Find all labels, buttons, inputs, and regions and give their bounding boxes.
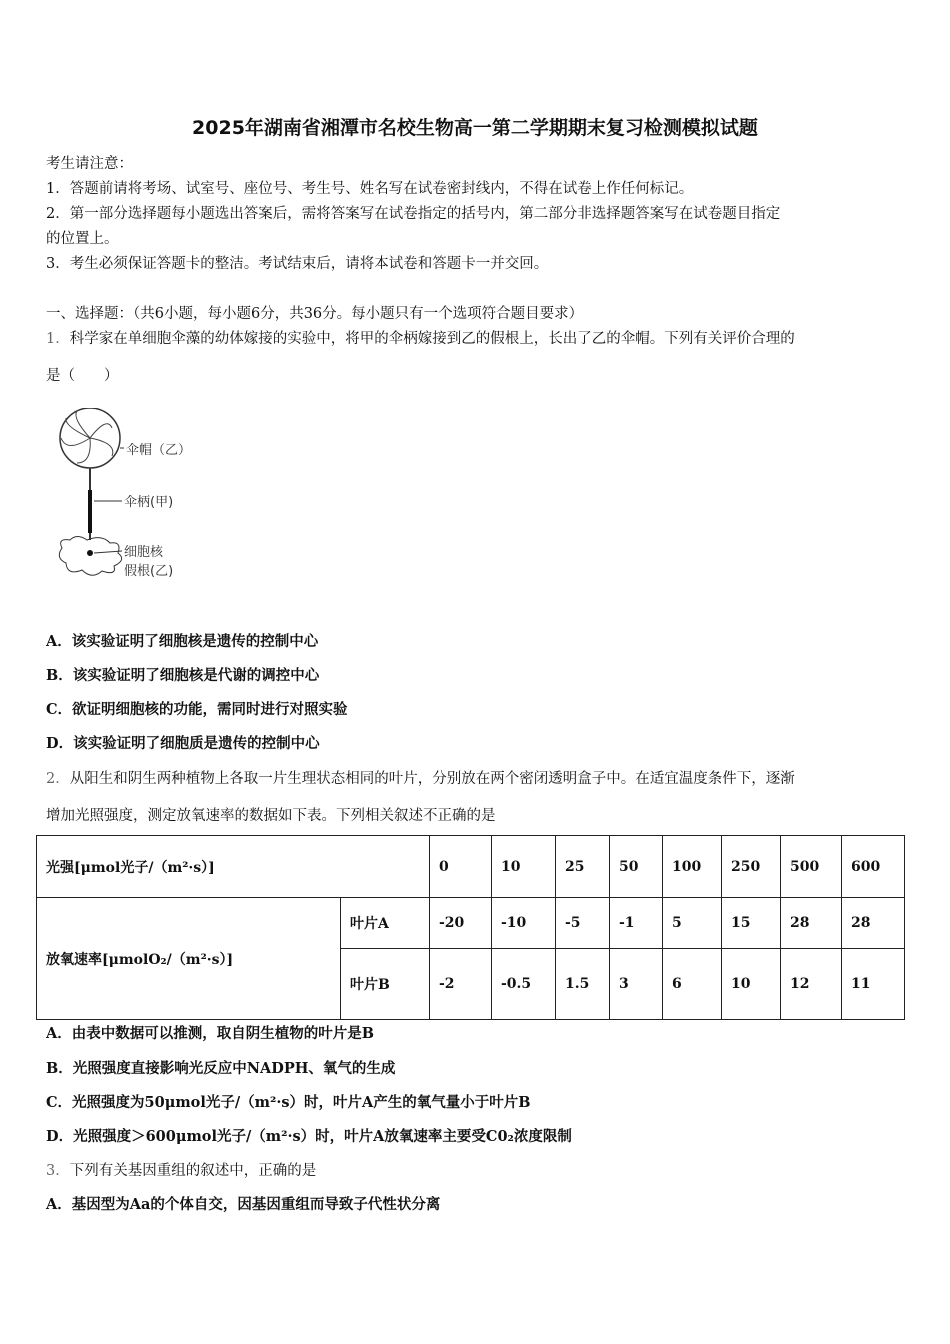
stem-text: 科学家在单细胞伞藻的幼体嫁接的实验中，将甲的伞柄嫁接到乙的假根上，长出了乙的伞帽。下列有关评价合理的 xyxy=(69,331,795,347)
value-cell: 28 xyxy=(842,898,905,949)
question-2-stem-cont: 增加光照强度，测定放氧速率的数据如下表。下列相关叙述不正确的是 xyxy=(46,808,496,824)
question-1-stem xyxy=(46,327,795,348)
light-cell: 0 xyxy=(430,836,492,898)
option-a: A．基因型为Aa的个体自交，因基因重组而导致子代性状分离 xyxy=(46,1196,441,1213)
option-d: D．该实验证明了细胞质是遗传的控制中心 xyxy=(46,735,320,752)
value-cell: 1.5 xyxy=(556,949,610,1020)
value-cell: -0.5 xyxy=(492,949,556,1020)
notice-item: 的位置上。 xyxy=(46,231,119,247)
value-cell: -2 xyxy=(430,949,492,1020)
value-cell: 10 xyxy=(722,949,781,1020)
oxygen-rate-table xyxy=(36,835,905,1020)
light-cell: 600 xyxy=(842,836,905,898)
option-a: A．由表中数据可以推测，取自阴生植物的叶片是B xyxy=(46,1025,375,1042)
value-cell: 28 xyxy=(781,898,842,949)
option-d: D．光照强度＞600μmol光子/（m²·s）时，叶片A放氧速率主要受C0₂浓度限制 xyxy=(46,1128,572,1145)
value-cell: 15 xyxy=(722,898,781,949)
notice-item: 1．答题前请将考场、试室号、座位号、考生号、姓名写在试卷密封线内，不得在试卷上作任何标记。 xyxy=(46,181,694,197)
value-cell: -20 xyxy=(430,898,492,949)
option-b: B．光照强度直接影响光反应中NADPH、氧气的生成 xyxy=(46,1060,396,1077)
header-cell: 光强[μmol光子/（m²·s）] xyxy=(37,836,430,898)
question-3-stem xyxy=(46,1159,316,1180)
light-cell: 10 xyxy=(492,836,556,898)
page-title: 2025年湖南省湘潭市名校生物高一第二学期期末复习检测模拟试题 xyxy=(192,117,758,139)
stem-text: 下列有关基因重组的叙述中，正确的是 xyxy=(69,1163,317,1179)
table-row xyxy=(37,836,905,898)
leaf-name-cell: 叶片A xyxy=(341,898,430,949)
light-cell: 500 xyxy=(781,836,842,898)
question-2-stem xyxy=(46,767,795,788)
light-cell: 25 xyxy=(556,836,610,898)
question-number: 2． xyxy=(46,771,70,787)
leaf-name-cell: 叶片B xyxy=(341,949,430,1020)
value-cell: 11 xyxy=(842,949,905,1020)
option-b: B．该实验证明了细胞核是代谢的调控中心 xyxy=(46,667,320,684)
light-cell: 250 xyxy=(722,836,781,898)
section-heading: 一、选择题：（共6小题，每小题6分，共36分。每小题只有一个选项符合题目要求） xyxy=(46,306,584,322)
figure-label: 假根(乙) xyxy=(124,564,174,579)
figure-label: 伞柄(甲) xyxy=(124,495,174,510)
value-cell: 12 xyxy=(781,949,842,1020)
option-a: A．该实验证明了细胞核是遗传的控制中心 xyxy=(46,633,319,650)
rate-label-cell: 放氧速率[μmolO₂/（m²·s）] xyxy=(37,898,341,1020)
value-cell: 3 xyxy=(610,949,663,1020)
table-row xyxy=(37,898,905,949)
question-number: 1． xyxy=(46,331,70,347)
stem-text: 从阳生和阴生两种植物上各取一片生理状态相同的叶片，分别放在两个密闭透明盒子中。在适宜温度条件下，逐渐 xyxy=(69,771,795,787)
figure-label: 伞帽（乙） xyxy=(126,443,192,458)
light-cell: 50 xyxy=(610,836,663,898)
notice-item: 3．考生必须保证答题卡的整洁。考试结束后，请将本试卷和答题卡一并交回。 xyxy=(46,256,549,272)
figure-label: 细胞核 xyxy=(124,545,164,560)
question-number: 3． xyxy=(46,1163,70,1179)
light-cell: 100 xyxy=(663,836,722,898)
notice-heading: 考生请注意： xyxy=(46,156,133,172)
value-cell: -5 xyxy=(556,898,610,949)
value-cell: 5 xyxy=(663,898,722,949)
option-c: C．光照强度为50μmol光子/（m²·s）时，叶片A产生的氧气量小于叶片B xyxy=(46,1094,531,1111)
value-cell: -10 xyxy=(492,898,556,949)
value-cell: 6 xyxy=(663,949,722,1020)
acetabularia-figure xyxy=(52,408,232,588)
value-cell: -1 xyxy=(610,898,663,949)
question-1-stem-cont: 是（ ） xyxy=(46,368,119,384)
notice-item: 2．第一部分选择题每小题选出答案后，需将答案写在试卷指定的括号内，第二部分非选择题答案写在试卷题目指定 xyxy=(46,206,781,222)
option-c: C．欲证明细胞核的功能，需同时进行对照实验 xyxy=(46,701,348,718)
